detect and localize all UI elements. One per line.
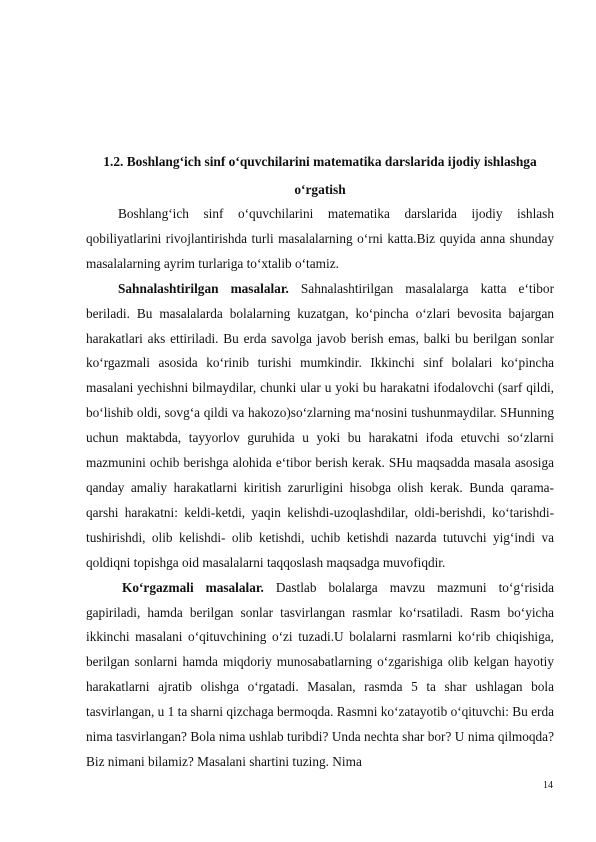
section-title-line-1: 1.2. Boshlang‘ich sinf o‘quvchilarini matematika darslarida ijodiy ishlashga [103, 154, 537, 169]
section-title [86, 148, 554, 204]
paragraph-lead: Sahnalashtirilgan masalalar. [118, 280, 289, 296]
page-number: 14 [543, 780, 553, 791]
paragraph-staged-problems [86, 277, 554, 576]
paragraph-text: Boshlang‘ich sinf o‘quvchilarini matematika darslarida ijodiy ishlash qobiliyatlarini rivojlantirishda turli masalalarning o‘rni katta.Biz quyida anna shunday masalalarning ayrim turlariga to‘xtalib o‘tamiz. [86, 206, 554, 271]
paragraph-visual-problems [86, 576, 554, 775]
paragraph-text: Sahnalashtirilgan masalalarga katta e‘tibor beriladi. Bu masalalarda bolalarning kuzatgan, ko‘pincha o‘zlari bevosita bajargan harakatlari aks ettiriladi. Bu erda savolga javob berish emas, balki bu berilgan sonlar ko‘rgazmali asosida ko‘rinib turishi mumkindir. Ikkinchi sinf bolalari ko‘pincha masalani yechishni bilmaydilar, chunki ular u yoki bu harakatni ifodalovchi (sarf qildi, bo‘lishib oldi, sovg‘a qildi va hakozo)so‘zlarning ma‘nosini tushunmaydilar. SHunning uchun maktabda, tayyorlov guruhida u yoki bu harakatni ifoda etuvchi so‘zlarni mazmunini ochib berishga alohida e‘tibor berish kerak. SHu maqsadda masala asosiga qanday amaliy harakatlarni kiritish zarurligini hisobga olish kerak. Bunda qarama- qarshi harakatni: keldi-ketdi, yaqin kelishdi-uzoqlashdilar, oldi-berishdi, ko‘tarishdi-tushirishdi, olib kelishdi- olib ketishdi, uchib ketishdi nazarda tutuvchi yig‘indi va qoldiqni topishga oid masalalarni taqqoslash maqsadga muvofiqdir. [86, 280, 555, 570]
section-title-line-2: o‘rgatish [294, 182, 346, 197]
paragraph-text: Dastlab bolalarga mavzu mazmuni to‘g‘risida gapiriladi, hamda berilgan sonlar tasvirlangan rasmlar ko‘rsatiladi. Rasm bo‘yicha ikkinchi masalani o‘qituvchining o‘zi tuzadi.U bolalarni rasmlarni ko‘rib chiqishiga, berilgan sonlarni hamda miqdoriy munosabatlarning o‘zgarishiga olib kelgan hayotiy harakatlarni ajratib olishga o‘rgatadi. Masalan, rasmda 5 ta shar ushlagan bola tasvirlangan, u 1 ta sharni qizchaga bermoqda. Rasmni ko‘zatayotib o‘qituvchi: Bu erda nima tasvirlangan? Bola nima ushlab turibdi? Unda nechta shar bor? U nima qilmoqda? Biz nimani bilamiz? Masalani shartini tuzing. Nima [86, 579, 554, 769]
document-body [86, 202, 554, 775]
paragraph-lead: Ko‘rgazmali masalalar. [122, 579, 264, 595]
paragraph-intro [86, 202, 554, 277]
